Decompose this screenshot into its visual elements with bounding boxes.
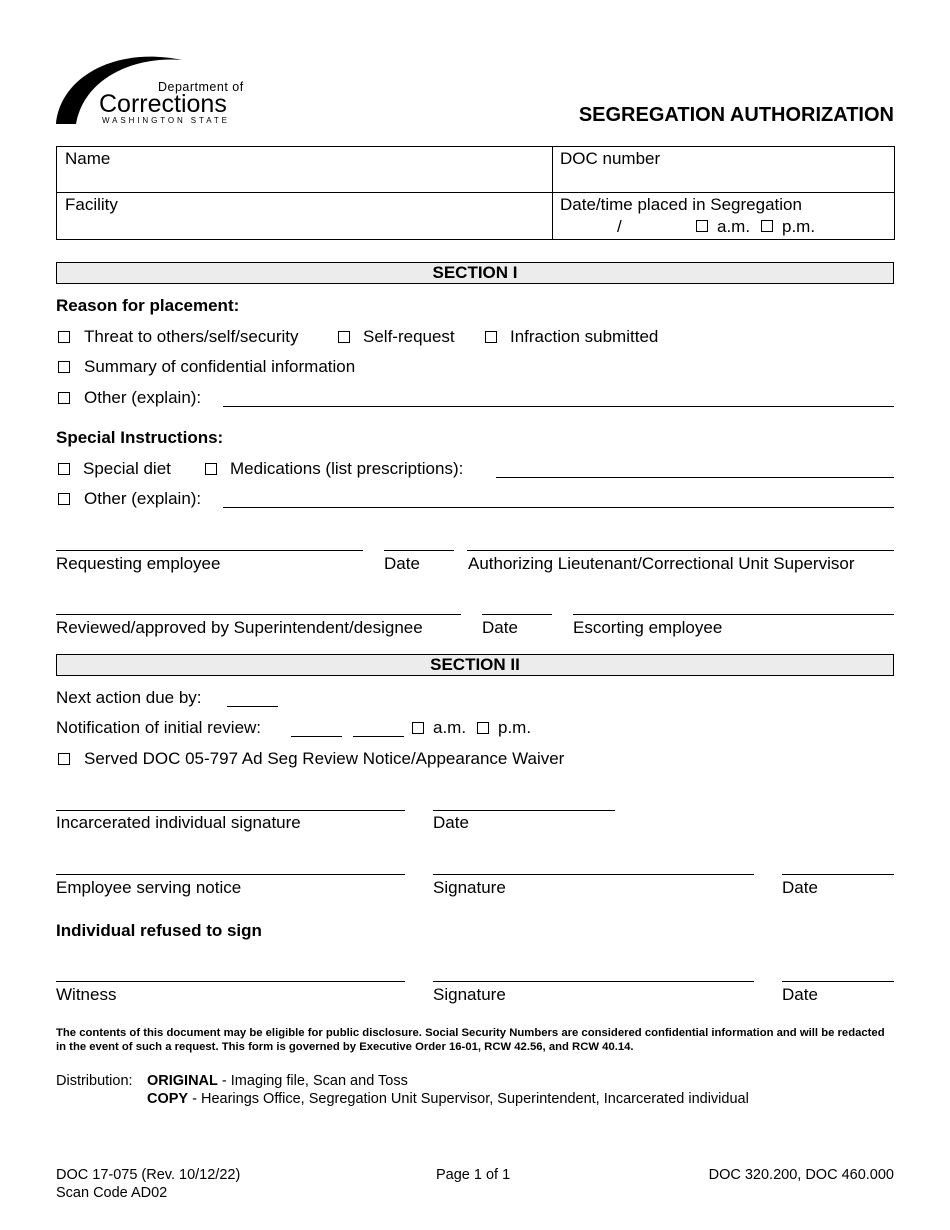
- self-request-label: Self-request: [363, 327, 455, 346]
- authorizing-label: Authorizing Lieutenant/Correctional Unit Supervisor: [468, 554, 855, 573]
- special-other-label: Other (explain):: [84, 489, 202, 508]
- special-other-line[interactable]: [223, 507, 894, 508]
- date-slash: /: [617, 217, 622, 236]
- witness-date-label: Date: [782, 985, 818, 1004]
- review-date-line[interactable]: [482, 614, 552, 615]
- notification-am-checkbox[interactable]: [412, 722, 424, 734]
- incarcerated-date-line[interactable]: [433, 810, 615, 811]
- employee-serving-line[interactable]: [56, 874, 405, 875]
- notification-pm-checkbox[interactable]: [477, 722, 489, 734]
- special-diet-checkbox[interactable]: [58, 463, 70, 475]
- notification-date-line[interactable]: [291, 736, 342, 737]
- serving-signature-label: Signature: [433, 878, 506, 897]
- requesting-employee-label: Requesting employee: [56, 554, 221, 573]
- notification-time-line[interactable]: [353, 736, 404, 737]
- reason-other-checkbox[interactable]: [58, 392, 70, 404]
- page-title: SEGREGATION AUTHORIZATION: [578, 104, 894, 126]
- special-instructions-heading: Special Instructions:: [56, 428, 224, 447]
- form-number: DOC 17-075 (Rev. 10/12/22): [56, 1167, 241, 1183]
- header-am-label: a.m.: [717, 217, 751, 236]
- next-action-label: Next action due by:: [56, 688, 202, 707]
- reviewed-line[interactable]: [56, 614, 461, 615]
- copy-text: - Hearings Office, Segregation Unit Supervisor, Superintendent, Incarcerated individual: [188, 1091, 749, 1107]
- header-pm-label: p.m.: [782, 217, 816, 236]
- escorting-label: Escorting employee: [573, 618, 723, 637]
- logo-line3: WASHINGTON STATE: [102, 116, 230, 125]
- special-other-checkbox[interactable]: [58, 493, 70, 505]
- section1-header: SECTION I: [56, 262, 894, 284]
- threat-checkbox[interactable]: [58, 331, 70, 343]
- witness-signature-line[interactable]: [433, 981, 754, 982]
- disclosure-text: The contents of this document may be eligible for public disclosure. Social Security Numbers are considered confidential information and will be redacted in the event of such a request. This form is governed by Executive Order 16-01, RCW 42.56, and RCW 40.14.: [56, 1027, 885, 1053]
- notification-label: Notification of initial review:: [56, 718, 262, 737]
- request-date-line[interactable]: [384, 550, 454, 551]
- distribution-label: Distribution:: [56, 1073, 133, 1089]
- header-pm-checkbox[interactable]: [761, 220, 773, 232]
- name-field-label[interactable]: Name: [65, 149, 111, 168]
- distribution-copy: [147, 1090, 749, 1108]
- witness-date-line[interactable]: [782, 981, 894, 982]
- infraction-label: Infraction submitted: [510, 327, 659, 346]
- original-text: - Imaging file, Scan and Toss: [217, 1073, 408, 1089]
- doc-logo: [54, 48, 244, 128]
- header-am-checkbox[interactable]: [696, 220, 708, 232]
- incarcerated-signature-line[interactable]: [56, 810, 405, 811]
- notification-pm-label: p.m.: [498, 718, 532, 737]
- reason-heading: Reason for placement:: [56, 296, 240, 315]
- scan-code: Scan Code AD02: [56, 1185, 168, 1201]
- authorizing-line[interactable]: [467, 550, 894, 551]
- doc-number-field-label[interactable]: DOC number: [560, 149, 661, 168]
- header-horizontal-divider: [57, 192, 894, 193]
- medications-line[interactable]: [496, 477, 894, 478]
- summary-checkbox[interactable]: [58, 361, 70, 373]
- served-label: Served DOC 05-797 Ad Seg Review Notice/Appearance Waiver: [84, 749, 565, 768]
- header-vertical-divider: [552, 147, 553, 239]
- review-date-label: Date: [482, 618, 518, 637]
- witness-signature-label: Signature: [433, 985, 506, 1004]
- served-checkbox[interactable]: [58, 753, 70, 765]
- incarcerated-signature-label: Incarcerated individual signature: [56, 813, 301, 832]
- requesting-employee-line[interactable]: [56, 550, 363, 551]
- logo-line1: Department of: [158, 80, 244, 94]
- serving-date-label: Date: [782, 878, 818, 897]
- witness-line[interactable]: [56, 981, 405, 982]
- reviewed-label: Reviewed/approved by Superintendent/designee: [56, 618, 423, 637]
- witness-label: Witness: [56, 985, 117, 1004]
- section2-header: SECTION II: [56, 654, 894, 676]
- self-request-checkbox[interactable]: [338, 331, 350, 343]
- next-action-line[interactable]: [227, 706, 278, 707]
- summary-label: Summary of confidential information: [84, 357, 356, 376]
- incarcerated-date-label: Date: [433, 813, 469, 832]
- notification-am-label: a.m.: [433, 718, 467, 737]
- serving-signature-line[interactable]: [433, 874, 754, 875]
- medications-label: Medications (list prescriptions):: [230, 459, 464, 478]
- employee-serving-label: Employee serving notice: [56, 878, 242, 897]
- page-number: Page 1 of 1: [436, 1167, 511, 1183]
- distribution-original: [147, 1072, 408, 1090]
- medications-checkbox[interactable]: [205, 463, 217, 475]
- serving-date-line[interactable]: [782, 874, 894, 875]
- infraction-checkbox[interactable]: [485, 331, 497, 343]
- copy-bold: COPY: [147, 1091, 189, 1107]
- date-time-placed-label[interactable]: Date/time placed in Segregation: [560, 195, 802, 214]
- refused-heading: Individual refused to sign: [56, 921, 262, 940]
- request-date-label: Date: [384, 554, 420, 573]
- escorting-line[interactable]: [573, 614, 894, 615]
- special-diet-label: Special diet: [83, 459, 171, 478]
- reason-other-label: Other (explain):: [84, 388, 202, 407]
- original-bold: ORIGINAL: [147, 1073, 218, 1089]
- facility-field-label[interactable]: Facility: [65, 195, 118, 214]
- reason-other-line[interactable]: [223, 406, 894, 407]
- threat-label: Threat to others/self/security: [84, 327, 299, 346]
- policy-references: DOC 320.200, DOC 460.000: [708, 1167, 894, 1183]
- logo-line2: Corrections: [99, 90, 227, 118]
